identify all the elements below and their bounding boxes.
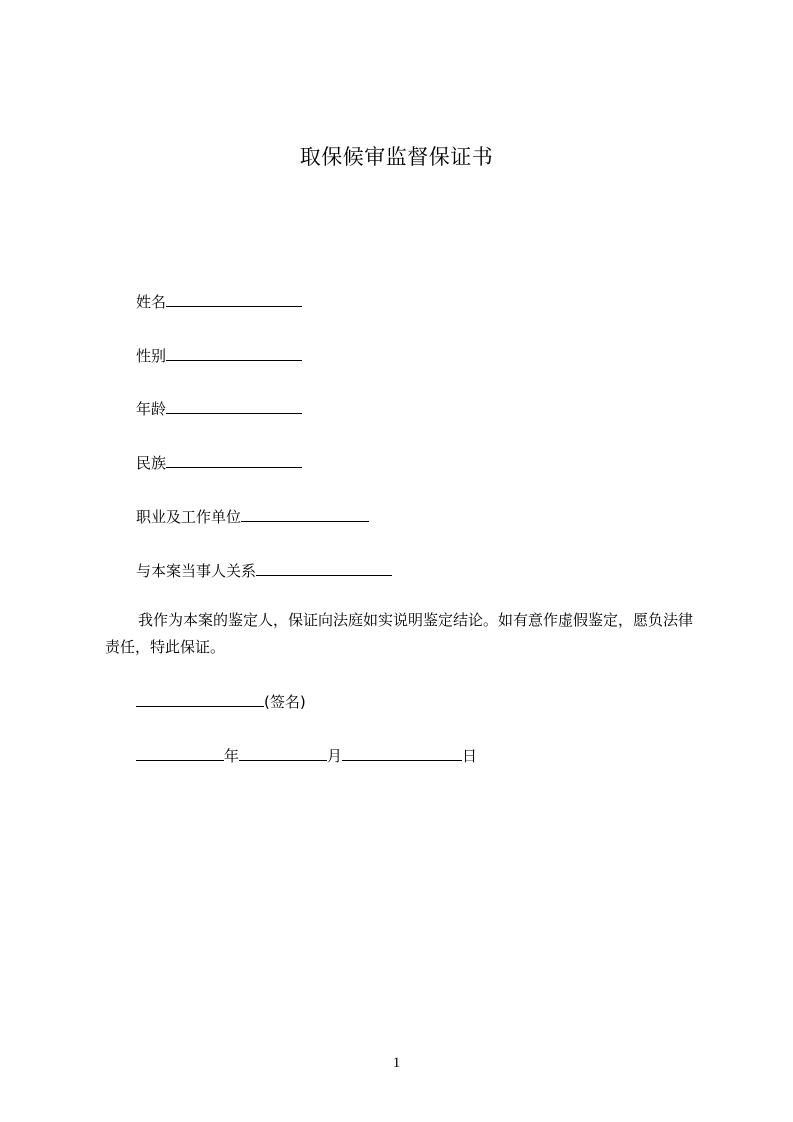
- relation-field: [136, 560, 392, 581]
- signature-label: (签名): [264, 693, 306, 711]
- name-blank: [166, 291, 302, 307]
- month-blank: [239, 745, 327, 761]
- date-field: [136, 745, 477, 766]
- month-label: 月: [327, 747, 343, 765]
- year-label: 年: [224, 747, 240, 765]
- gender-blank: [166, 345, 302, 361]
- document-title: 取保候审监督保证书: [299, 145, 494, 169]
- name-field: [136, 291, 302, 312]
- year-blank: [136, 745, 224, 761]
- signature-blank: [136, 691, 264, 707]
- page-number: 1: [392, 1055, 401, 1071]
- relation-blank: [256, 560, 392, 576]
- day-label: 日: [462, 747, 478, 765]
- occupation-blank: [241, 506, 369, 522]
- age-label: 年龄: [136, 400, 167, 418]
- name-label: 姓名: [136, 293, 167, 311]
- ethnicity-label: 民族: [136, 454, 167, 472]
- guarantee-statement: 我作为本案的鉴定人，保证向法庭如实说明鉴定结论。如有意作虚假鉴定，愿负法律责任，特此保证。: [105, 611, 694, 656]
- occupation-label: 职业及工作单位: [136, 508, 242, 526]
- age-blank: [166, 398, 302, 414]
- age-field: [136, 398, 302, 419]
- relation-label: 与本案当事人关系: [136, 562, 257, 580]
- signature-field: [136, 691, 306, 712]
- ethnicity-field: [136, 452, 302, 473]
- ethnicity-blank: [166, 452, 302, 468]
- day-blank: [342, 745, 462, 761]
- gender-field: [136, 345, 302, 366]
- occupation-field: [136, 506, 369, 527]
- gender-label: 性别: [136, 347, 167, 365]
